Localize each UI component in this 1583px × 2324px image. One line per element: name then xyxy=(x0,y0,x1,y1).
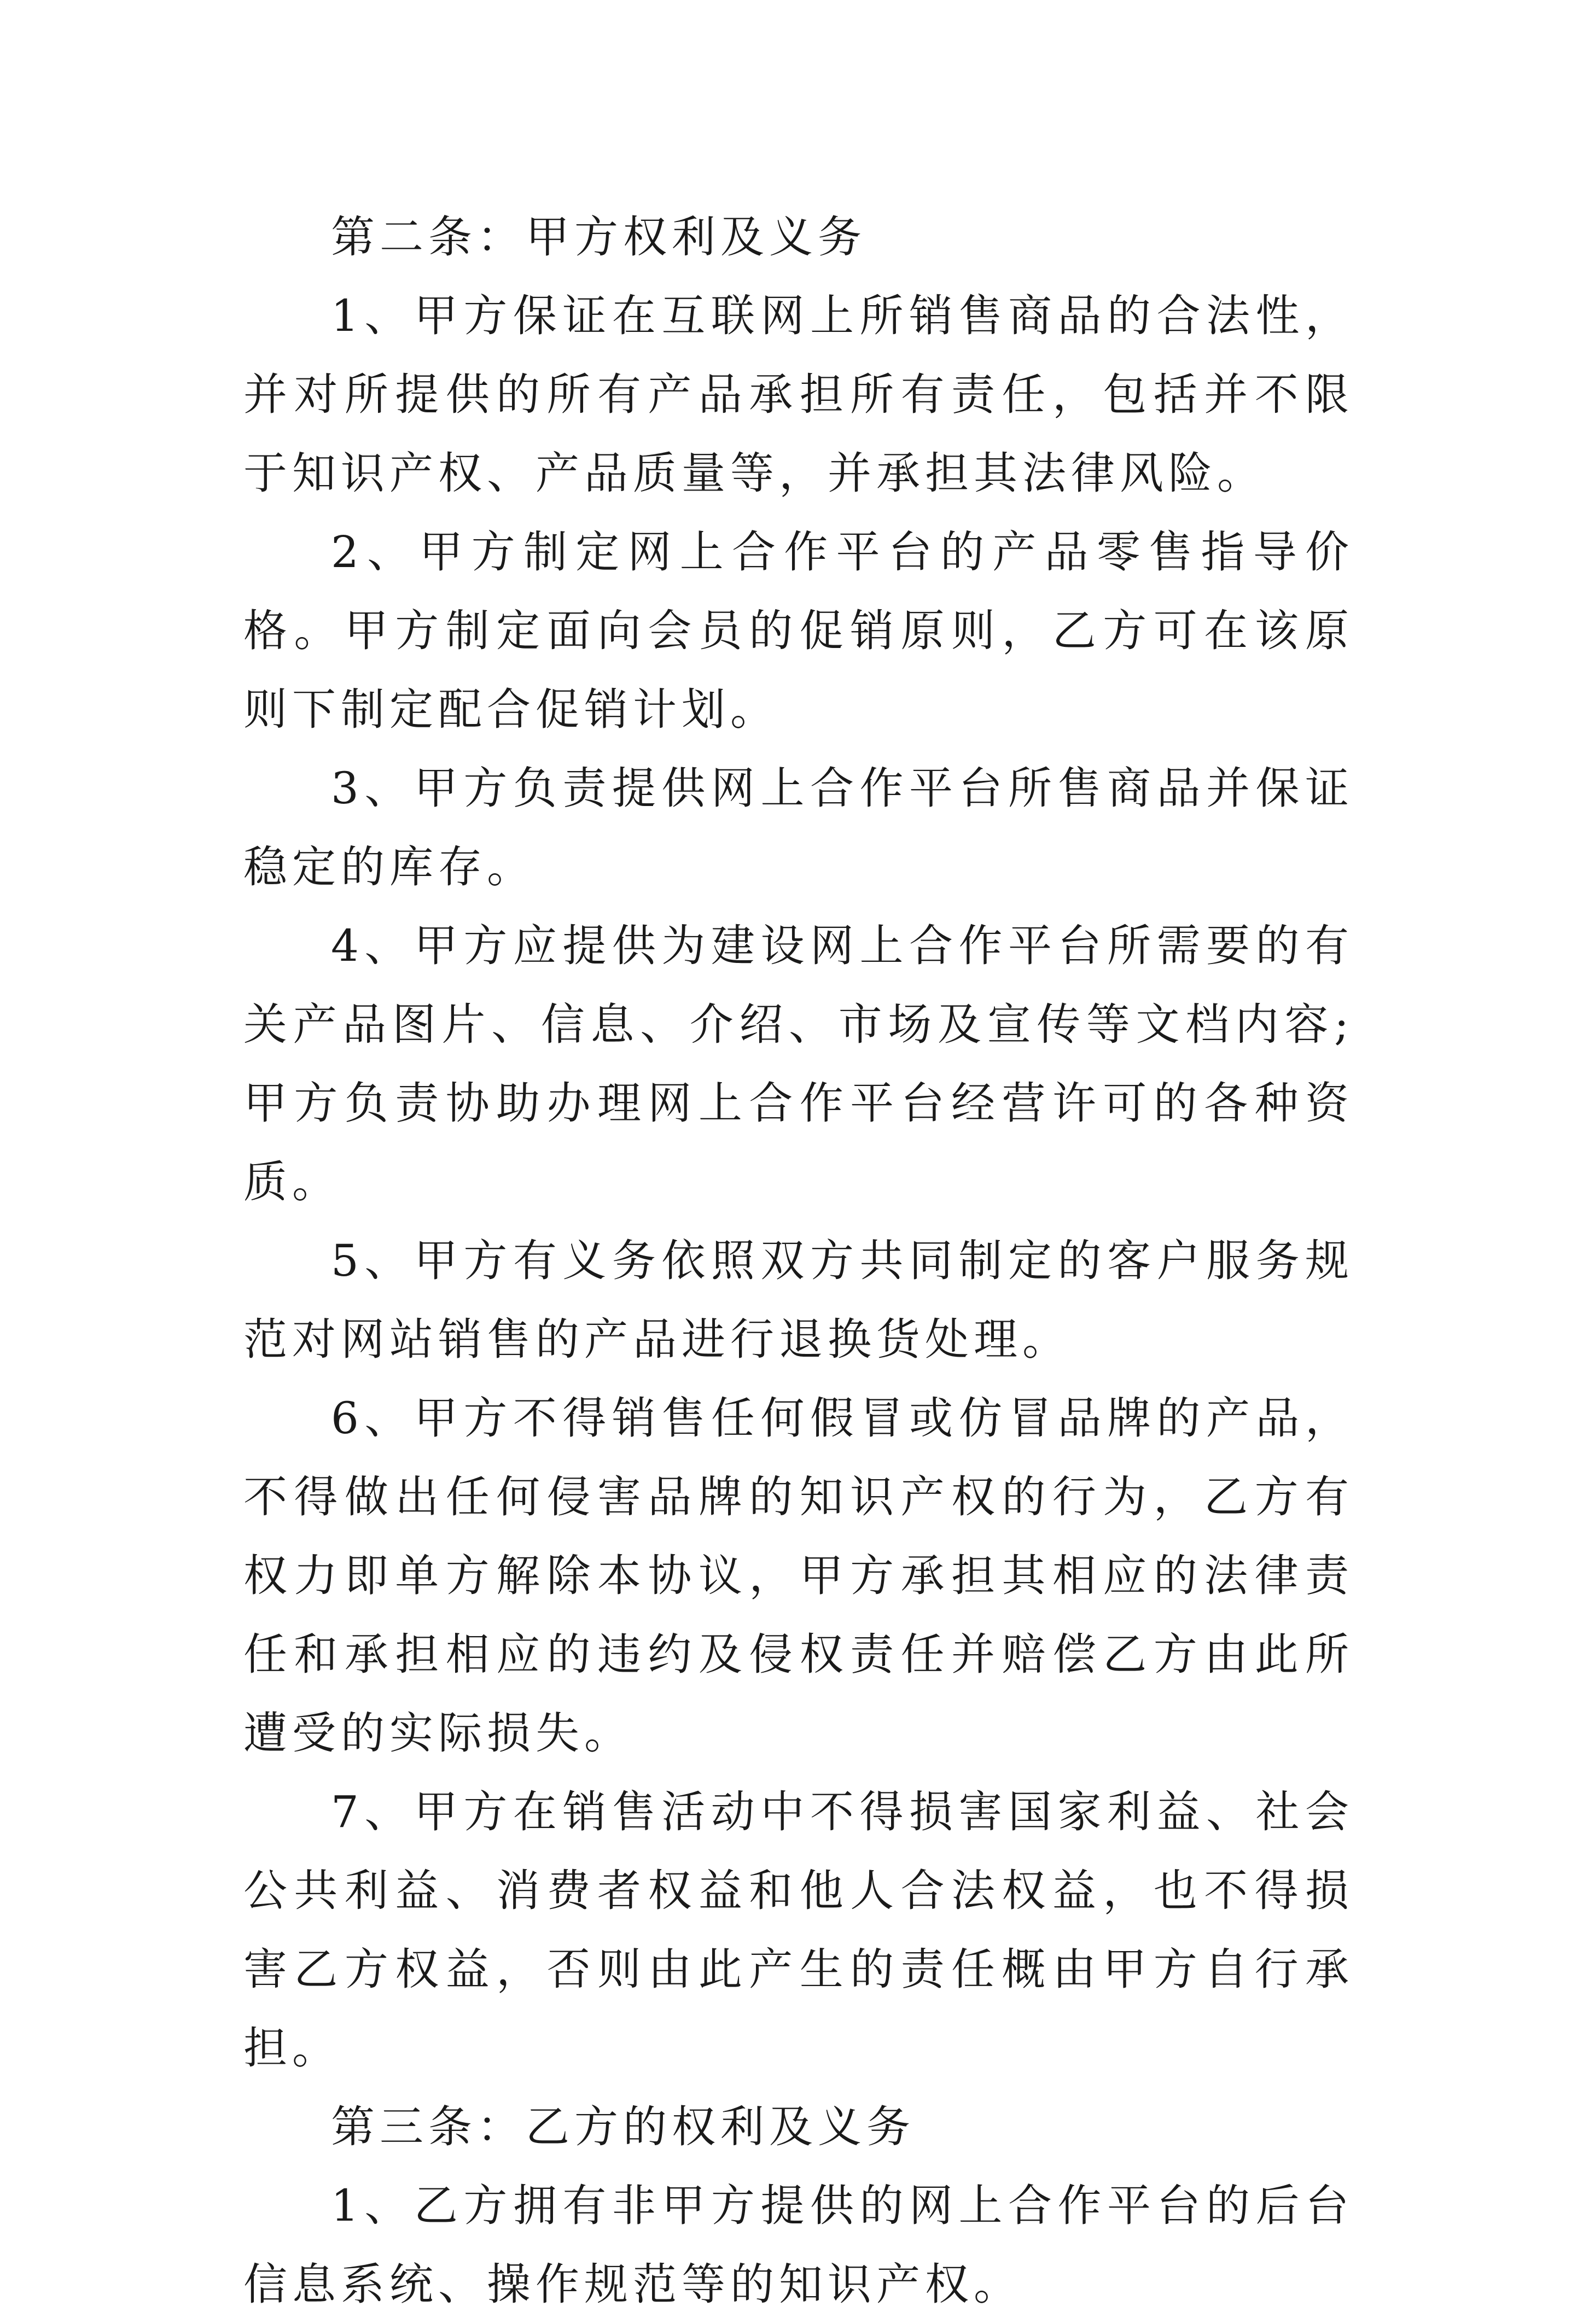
clause-2-4: 4、甲方应提供为建设网上合作平台所需要的有关产品图片、信息、介绍、市场及宣传等文档内容;甲方负责协助办理网上合作平台经营许可的各种资质。 xyxy=(243,920,1354,1207)
clause-2-5: 5、甲方有义务依照双方共同制定的客户服务规范对网站销售的产品进行退换货处理。 xyxy=(243,1235,1354,1365)
clause-2-6: 6、甲方不得销售任何假冒或仿冒品牌的产品，不得做出任何侵害品牌的知识产权的行为，乙方有权力即单方解除本协议，甲方承担其相应的法律责任和承担相应的违约及侵权责任并赔偿乙方由此所遭受的实际损失。 xyxy=(243,1393,1354,1759)
clause-2-2: 2、甲方制定网上合作平台的产品零售指导价格。甲方制定面向会员的促销原则，乙方可在该原则下制定配合促销计划。 xyxy=(243,527,1354,735)
clause-2-1: 1、甲方保证在互联网上所销售商品的合法性，并对所提供的所有产品承担所有责任，包括并不限于知识产权、产品质量等，并承担其法律风险。 xyxy=(243,290,1354,499)
clause-2-7: 7、甲方在销售活动中不得损害国家利益、社会公共利益、消费者权益和他人合法权益，也不得损害乙方权益，否则由此产生的责任概由甲方自行承担。 xyxy=(243,1786,1354,2074)
document-body xyxy=(243,198,1354,2324)
section-heading-2: 第二条：甲方权利及义务 xyxy=(331,212,866,262)
clause-3-1: 1、乙方拥有非甲方提供的网上合作平台的后台信息系统、操作规范等的知识产权。 xyxy=(243,2180,1354,2310)
clause-2-3: 3、甲方负责提供网上合作平台所售商品并保证稳定的库存。 xyxy=(243,763,1354,892)
section-heading-3: 第三条：乙方的权利及义务 xyxy=(331,2101,915,2152)
